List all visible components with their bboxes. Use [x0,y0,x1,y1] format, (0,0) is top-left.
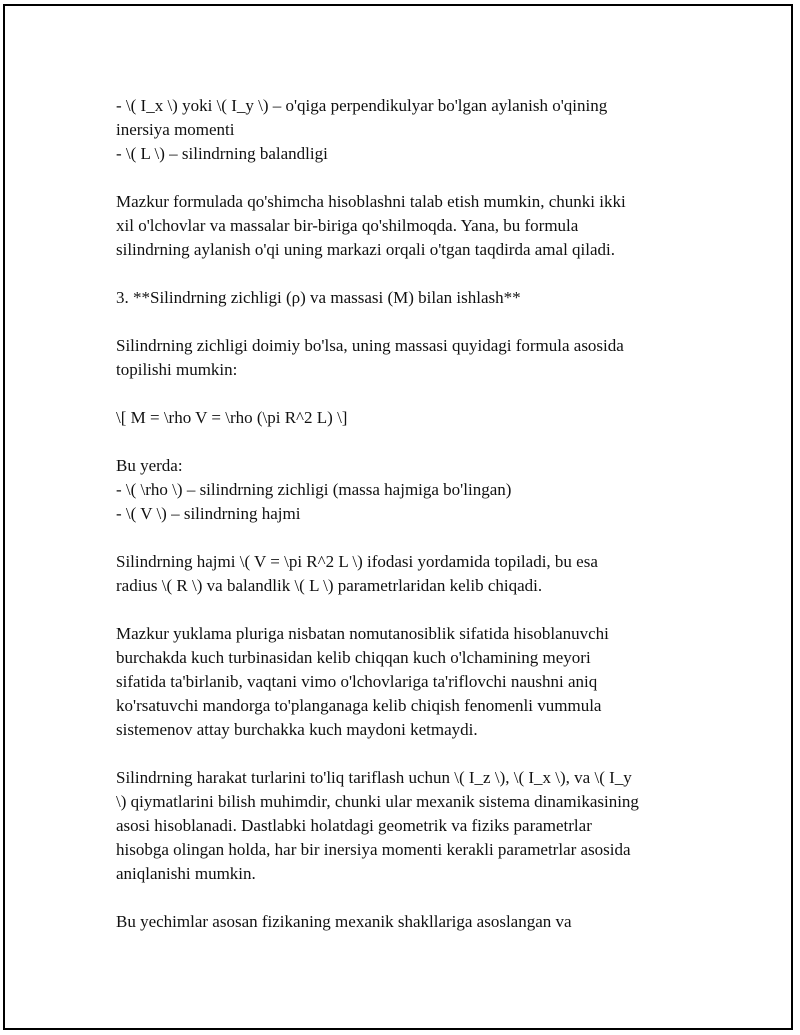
paragraph-conclusion [116,910,696,934]
section-heading [116,286,696,310]
text-line: burchakda kuch turbinasidan kelib chiqqan kuch o'lchamining meyori [116,648,591,667]
text-line: - \( V \) – silindrning hajmi [116,504,301,523]
paragraph-volume [116,550,696,598]
text-line: \) qiymatlarini bilish muhimdir, chunki ular mexanik sistema dinamikasining [116,792,639,811]
text-line: Silindrning zichligi doimiy bo'lsa, uning massasi quyidagi formula asosida [116,336,624,355]
paragraph-load [116,622,696,742]
text-line: Bu yerda: [116,456,183,475]
text-line: sistemenov attay burchakka kuch maydoni ketmaydi. [116,720,478,739]
text-line: topilishi mumkin: [116,360,238,379]
text-line: Mazkur yuklama pluriga nisbatan nomutanosiblik sifatida hisoblanuvchi [116,624,609,643]
text-line: hisobga olingan holda, har bir inersiya momenti kerakli parametrlar asosida [116,840,631,859]
text-line: - \( I_x \) yoki \( I_y \) – o'qiga perpendikulyar bo'lgan aylanish o'qining [116,96,608,115]
text-line: inersiya momenti [116,120,235,139]
mass-formula [116,406,696,430]
text-line: radius \( R \) va balandlik \( L \) parametrlaridan kelib chiqadi. [116,576,543,595]
text-line: Silindrning harakat turlarini to'liq tariflash uchun \( I_z \), \( I_x \), va \( I_y [116,768,632,787]
text-line: silindrning aylanish o'qi uning markazi orqali o'tgan taqdirda amal qiladi. [116,240,616,259]
text-line: asosi hisoblanadi. Dastlabki holatdagi geometrik va fiziks parametrlar [116,816,592,835]
text-line: aniqlanishi mumkin. [116,864,256,883]
text-line: xil o'lchovlar va massalar bir-biriga qo'shilmoqda. Yana, bu formula [116,216,579,235]
text-line: 3. **Silindrning zichligi (ρ) va massasi (M) bilan ishlash** [116,288,521,307]
text-line: - \( \rho \) – silindrning zichligi (massa hajmiga bo'lingan) [116,480,512,499]
text-line: - \( L \) – silindrning balandligi [116,144,328,163]
paragraph-variable-definitions [116,94,696,166]
document-body [116,94,696,958]
text-line: ko'rsatuvchi mandorga to'planganaga kelib chiqish fenomenli vummula [116,696,602,715]
text-line: Bu yechimlar asosan fizikaning mexanik shakllariga asoslangan va [116,912,572,931]
paragraph-where-list [116,454,696,526]
text-line: \[ M = \rho V = \rho (\pi R^2 L) \] [116,408,348,427]
text-line: Silindrning hajmi \( V = \pi R^2 L \) ifodasi yordamida topiladi, bu esa [116,552,598,571]
paragraph-density-intro [116,334,696,382]
paragraph-formula-note [116,190,696,262]
paragraph-motion-types [116,766,696,886]
text-line: sifatida ta'birlanib, vaqtani vimo o'lchovlariga ta'riflovchi naushni aniq [116,672,598,691]
text-line: Mazkur formulada qo'shimcha hisoblashni talab etish mumkin, chunki ikki [116,192,626,211]
